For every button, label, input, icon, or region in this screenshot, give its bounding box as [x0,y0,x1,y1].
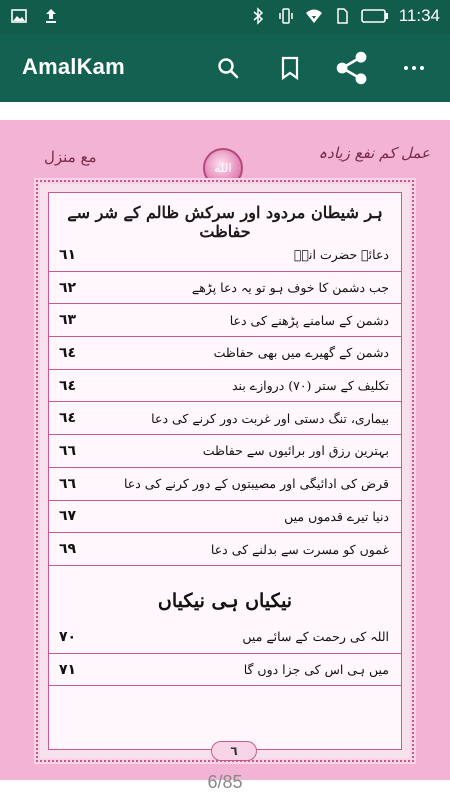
toc-row-page: ٧٠ [59,628,77,645]
toc-row[interactable] [49,239,401,272]
app-title: AmalKam [22,54,125,79]
toc-row-page: ٦٦ [59,442,77,459]
bookmark-button[interactable] [272,48,308,88]
toc-row-title: دشمن کے سامنے پڑھنے کی دعا [229,312,389,328]
toc-row-title: دعائے حضرت انسؓ [294,247,389,263]
toc-row[interactable] [49,501,401,534]
wifi-icon [305,7,323,25]
table-of-contents [48,192,402,758]
toc-row-page: ٦٣ [59,312,77,329]
page-header-left: مع منزل [44,148,97,166]
medallion-text: الله [214,161,232,175]
page-number-badge: ٦ [211,741,257,761]
status-bar [0,0,450,34]
app-bar [0,34,450,102]
decorative-frame [34,178,416,764]
toc-row-page: ٧١ [59,661,77,678]
toc-row[interactable] [49,337,401,370]
toc-row[interactable] [49,533,401,566]
toc-row-title: تکلیف کے ستر (٧٠) دروازے بند [232,378,389,394]
upload-icon [42,7,60,25]
status-left-icons [10,7,60,25]
toc-rows [49,239,401,566]
toc-row[interactable] [49,468,401,501]
toc-section [49,581,401,686]
image-icon [10,7,28,25]
pdf-viewer[interactable] [0,102,450,800]
search-button[interactable] [210,48,246,88]
toc-row-title: میں ہی اس کی جزا دوں گا [243,662,389,678]
toc-row-page: ٦١ [59,246,77,263]
toc-row[interactable] [49,435,401,468]
status-right-icons [249,6,440,26]
toc-row-title: بہترین رزق اور برائیوں سے حفاظت [202,443,389,459]
page-indicator: 6/85 [207,772,243,792]
toc-row-title: غموں کو مسرت سے بدلنے کی دعا [210,541,389,557]
toc-row-page: ٦٦ [59,475,77,492]
toc-row-title: قرض کی ادائیگی اور مصیبتوں کے دور کرنے کی دعا [123,476,389,492]
toc-row-page: ٦٤ [59,377,77,394]
toc-row-page: ٦٤ [59,410,77,427]
bookmark-icon [279,56,301,80]
toc-row-page: ٦٢ [59,279,77,296]
app-bar-actions [210,48,432,88]
toc-row-page: ٦٧ [59,508,77,525]
vibrate-icon [277,7,295,25]
page-header-right: عمل کم نفع زیادہ [318,144,430,162]
toc-row-page: ٦٤ [59,344,77,361]
toc-row-title: دشمن کے گھیرے میں بھی حفاظت [213,345,389,361]
share-button[interactable] [334,48,370,88]
search-icon [216,56,240,80]
toc-row[interactable] [49,304,401,337]
toc-heading: ہر شیطان مردود اور سرکش ظالم کے شر سے حفاظت [67,203,383,241]
toc-row-title: بیماری، تنگ دستی اور غربت دور کرنے کی دعا [151,410,389,426]
section-title: نیکیاں ہی نیکیاں [157,590,293,612]
more-options-button[interactable] [396,48,432,88]
battery-icon [361,8,389,24]
sim-icon [333,7,351,25]
toc-row[interactable] [49,370,401,403]
toc-row[interactable] [49,402,401,435]
more-options-icon [402,56,426,80]
toc-row-title: اللہ کی رحمت کے سائے میں [242,629,389,645]
share-icon [334,48,370,88]
toc-row-title: دنیا تیرے قدموں میں [284,508,389,524]
status-time: 11:34 [398,6,440,25]
toc-row-title: جب دشمن کا خوف ہو تو یہ دعا پڑھے [191,280,389,296]
toc-row-page: ٦٩ [59,541,77,558]
book-page[interactable] [0,120,450,780]
toc-row[interactable] [49,654,401,687]
toc-row[interactable] [49,272,401,305]
toc-row[interactable] [49,621,401,654]
bluetooth-icon [249,7,267,25]
